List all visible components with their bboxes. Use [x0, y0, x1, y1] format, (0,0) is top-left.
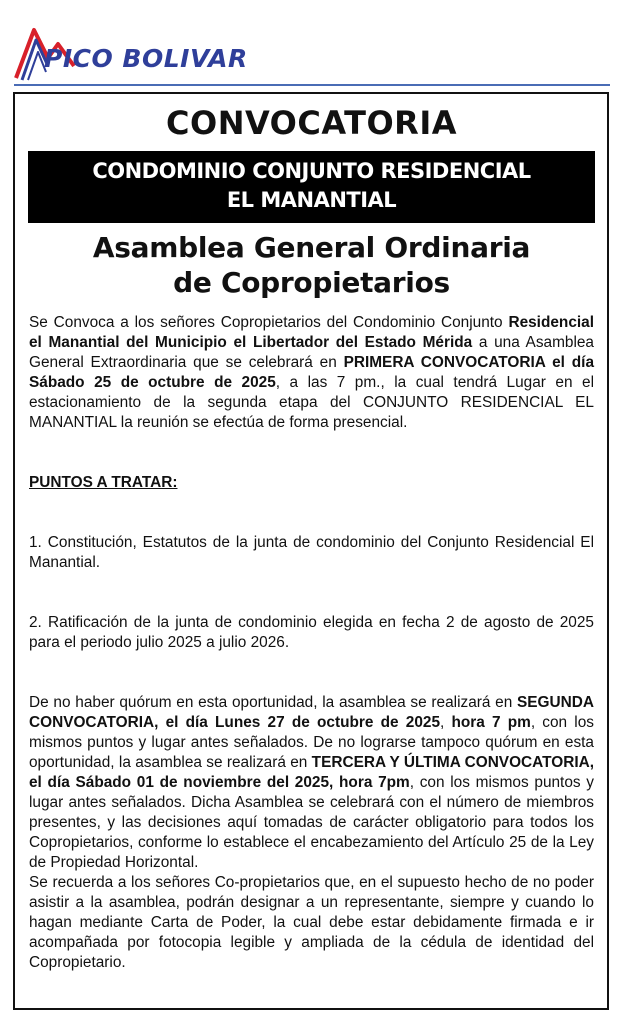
- proxy-paragraph: Se recuerda a los señores Co-propietarios que, en el supuesto hecho de no poder asistir a la asamblea, podrán designar a un representante, siempre y cuando lo hagan mediante Carta de Poder, la cual debe estar debidamente firmada e ir acompañada por fotocopia legible y ampliada de la cédula de identidad del Copropietario.: [29, 874, 594, 971]
- bold-run: hora 7 pm: [451, 714, 531, 731]
- bold-run: Residencial el Manantial del Municipio el Libertador del Estado Mérida: [29, 314, 594, 351]
- logo-text: PICO BOLIVAR: [44, 44, 248, 73]
- agenda-item-2: 2. Ratificación de la junta de condominio elegida en fecha 2 de agosto de 2025 para el periodo julio 2025 a julio 2026.: [29, 614, 594, 651]
- agenda-heading: PUNTOS A TRATAR:: [29, 474, 178, 491]
- bold-run: SEGUNDA CONVOCATORIA, el día Lunes 27 de octubre de 2025: [29, 694, 594, 731]
- quorum-paragraph: [29, 693, 594, 873]
- text-run: De no haber quórum en esta oportunidad, la asamblea se realizará en: [29, 694, 518, 711]
- text-run: Se Convoca a los señores Copropietarios del Condominio Conjunto: [29, 314, 509, 331]
- text-run: a una Asamblea General Extraordinaria que se celebrará en: [29, 334, 594, 371]
- agenda-item-1: 1. Constitución, Estatutos de la junta de condominio del Conjunto Residencial El Manantial.: [29, 534, 594, 571]
- text-run: , con los mismos puntos y lugar antes señalados. Dicha Asamblea se celebrará con el número de miembros presentes, y las decisiones aquí tomadas de carácter obligatorio para todos los Copropietarios, conforme lo establece el encabezamiento del Artículo 25 de la Ley de Propiedad Horizontal.: [29, 774, 594, 871]
- subtitle-line-2: de Copropietarios: [173, 266, 450, 299]
- notice-body: [29, 313, 594, 973]
- text-run: ,: [440, 714, 452, 731]
- text-run: , con los mismos puntos y lugar antes señalados. De no lograrse tampoco quórum en esta oportunidad, la asamblea se realizará en: [29, 714, 594, 771]
- bold-run: PRIMERA CONVOCATORIA el día Sábado 25 de octubre de 2025: [29, 354, 594, 391]
- condominium-banner: [28, 151, 595, 223]
- convocation-paragraph: [29, 313, 594, 433]
- banner-line-2: EL MANANTIAL: [226, 188, 397, 212]
- header-divider: [14, 84, 610, 86]
- assembly-subtitle: [0, 230, 623, 300]
- banner-line-1: CONDOMINIO CONJUNTO RESIDENCIAL: [92, 159, 531, 183]
- text-run: , a las 7 pm., la cual tendrá Lugar en el estacionamiento de la segunda etapa del CONJUNTO RESIDENCIAL EL MANANTIAL la reunión se efectúa de forma presencial.: [29, 374, 594, 431]
- bold-run: TERCERA Y ÚLTIMA CONVOCATORIA, el día Sábado 01 de noviembre del 2025, hora 7pm: [29, 754, 595, 791]
- subtitle-line-1: Asamblea General Ordinaria: [92, 231, 531, 264]
- page-title: CONVOCATORIA: [166, 104, 457, 142]
